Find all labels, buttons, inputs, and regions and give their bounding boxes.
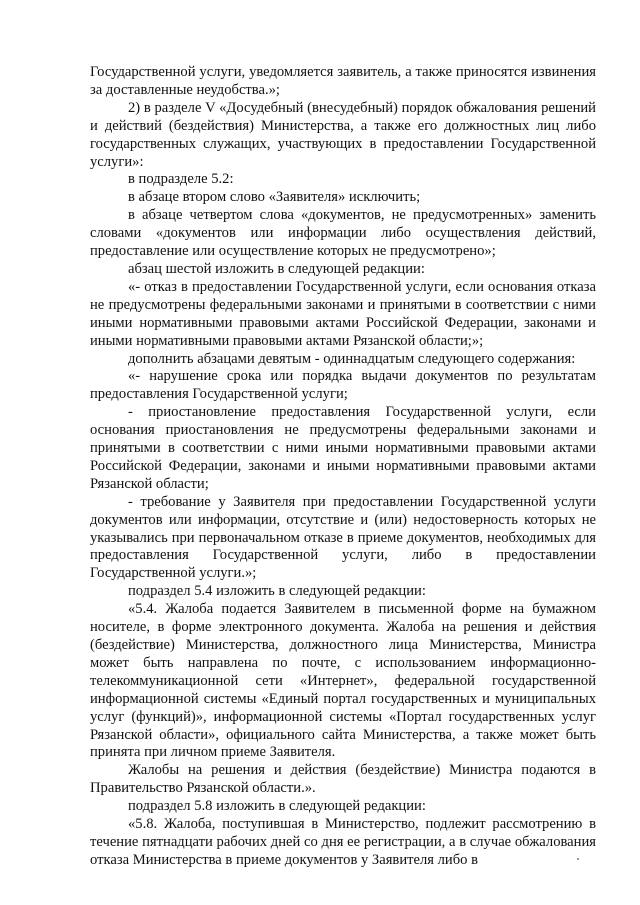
paragraph: подраздел 5.4 изложить в следующей редакции:: [128, 583, 426, 600]
paragraph: абзац шестой изложить в следующей редакции:: [128, 260, 425, 277]
scan-speck: [577, 858, 579, 860]
paragraph: дополнить абзацами девятым - одиннадцатым следующего содержания:: [128, 350, 576, 367]
paragraph: 2) в разделе V «Досудебный (внесудебный) порядок обжалования решений и действий (бездействия) Министерства, а также его должностных лиц либо государственных служащих, участвующих в предоставлении Государственной услуги»:: [90, 99, 596, 170]
paragraph: в абзаце четвертом слова «документов, не предусмотренных» заменить словами «документов или информации либо осуществления действий, предоставление или осуществление которых не предусмотрено»;: [90, 207, 596, 260]
paragraph: Жалобы на решения и действия (бездействие) Министра подаются в Правительство Рязанской области.».: [90, 762, 596, 797]
paragraph: Государственной услуги, уведомляется заявитель, а также приносятся извинения за доставленные неудобства.»;: [90, 64, 596, 98]
paragraph: - требование у Заявителя при предоставлении Государственной услуги документов или информации, отсутствие и (или) недостоверность которых не указывались при первоначальном отказе в приеме документов, необходимых для предоставления Государственной услуги, либо в предоставлении Государственной услуги.»;: [90, 493, 596, 582]
paragraph: «5.8. Жалоба, поступившая в Министерство, подлежит рассмотрению в течение пятнадцати рабочих дней со дня ее регистрации, а в случае обжалования отказа Министерства в приеме документов у Заявителя либо в: [90, 816, 596, 868]
document-body: [90, 64, 596, 870]
paragraph: в подразделе 5.2:: [128, 171, 234, 188]
paragraph: подраздел 5.8 изложить в следующей редакции:: [128, 798, 426, 815]
paragraph: в абзаце втором слово «Заявителя» исключить;: [128, 189, 421, 206]
paragraph: «- отказ в предоставлении Государственной услуги, если основания отказа не предусмотрены федеральными законами и принятыми в соответствии с ними иными нормативными правовыми актами Российской Федерации, законами и иными нормативными правовыми актами Рязанской области;»;: [90, 278, 596, 349]
paragraph: «- нарушение срока или порядка выдачи документов по результатам предоставления Государственной услуги;: [90, 368, 596, 403]
paragraph: - приостановление предоставления Государственной услуги, если основания приостановления не предусмотрены федеральными законами и принятыми в соответствии с ними иными нормативными правовыми актами Российской Федерации, законами и иными нормативными правовыми актами Рязанской области;: [90, 404, 596, 492]
paragraph: «5.4. Жалоба подается Заявителем в письменной форме на бумажном носителе, в форме электронного документа. Жалоба на решения и действия (бездействие) Министерства, должностного лица Министерства, Министра может быть направлена по почте, с использованием информационно-телекоммуникационной сети «Интернет», федеральной государственной информационной системы «Единый портал государственных и муниципальных услуг (функций)», информационной системы «Портал государственных услуг Рязанской области», официального сайта Министерства, а также может быть принята при личном приеме Заявителя.: [90, 601, 596, 761]
